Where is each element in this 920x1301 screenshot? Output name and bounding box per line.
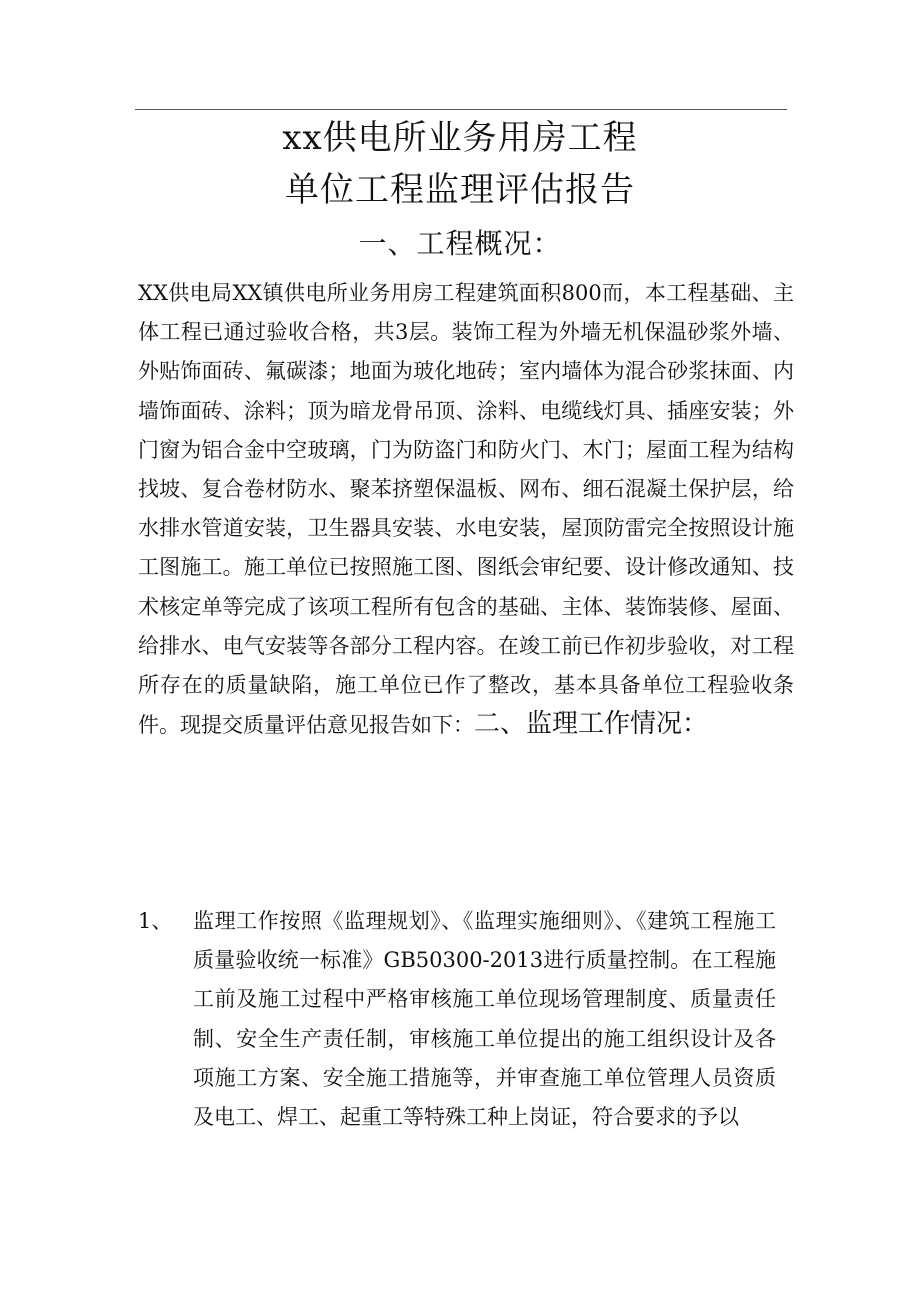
section1-paragraph <box>138 274 794 745</box>
section2-heading: 二、监理工作情况： <box>474 709 709 740</box>
section1-heading: 一、工程概况： <box>358 227 562 260</box>
header-rule <box>135 109 787 110</box>
list-item-text: 监理工作按照《监理规划》、《监理实施细则》、《建筑工程施工质量验收统一标准》GB50300-2013进行质量控制。在工程施工前及施工过程中严格审核施工单位现场管理制度、质量责任制、安全生产责任制，审核施工单位提出的施工组织设计及各项施工方案、安全施工措施等，并审查施工单位管理人员资质及电工、焊工、起重工等特殊工种上岗证，符合要求的予以 <box>193 909 776 1130</box>
section1-body-text: XX供电局XX镇供电所业务用房工程建筑面积800而，本工程基础、主体工程已通过验收合格，共3层。装饰工程为外墙无机保温砂浆外墙、外贴饰面砖、氟碳漆；地面为玻化地砖；室内墙体为混合砂浆抹面、内墙饰面砖、涂料；顶为暗龙骨吊顶、涂料、电缆线灯具、插座安装；外门窗为铝合金中空玻璃，门为防盗门和防火门、木门；屋面工程为结构找坡、复合卷材防水、聚苯挤塑保温板、网布、细石混凝土保护层，给水排水管道安装，卫生器具安装、水电安装，屋顶防雷完全按照设计施工图施工。施工单位已按照施工图、图纸会审纪要、设计修改通知、技术核定单等完成了该项工程所有包含的基础、主体、装饰装修、屋面、给排水、电气安装等各部分工程内容。在竣工前已作初步验收，对工程所存在的质量缺陷，施工单位已作了整改，基本具备单位工程验收条件。现提交质量评估意见报告如下： <box>138 281 794 738</box>
list-item-number: 1、 <box>138 909 173 933</box>
document-title-line2: 单位工程监理评估报告 <box>285 170 635 210</box>
document-title-line1: xx供电所业务用房工程 <box>282 118 638 158</box>
